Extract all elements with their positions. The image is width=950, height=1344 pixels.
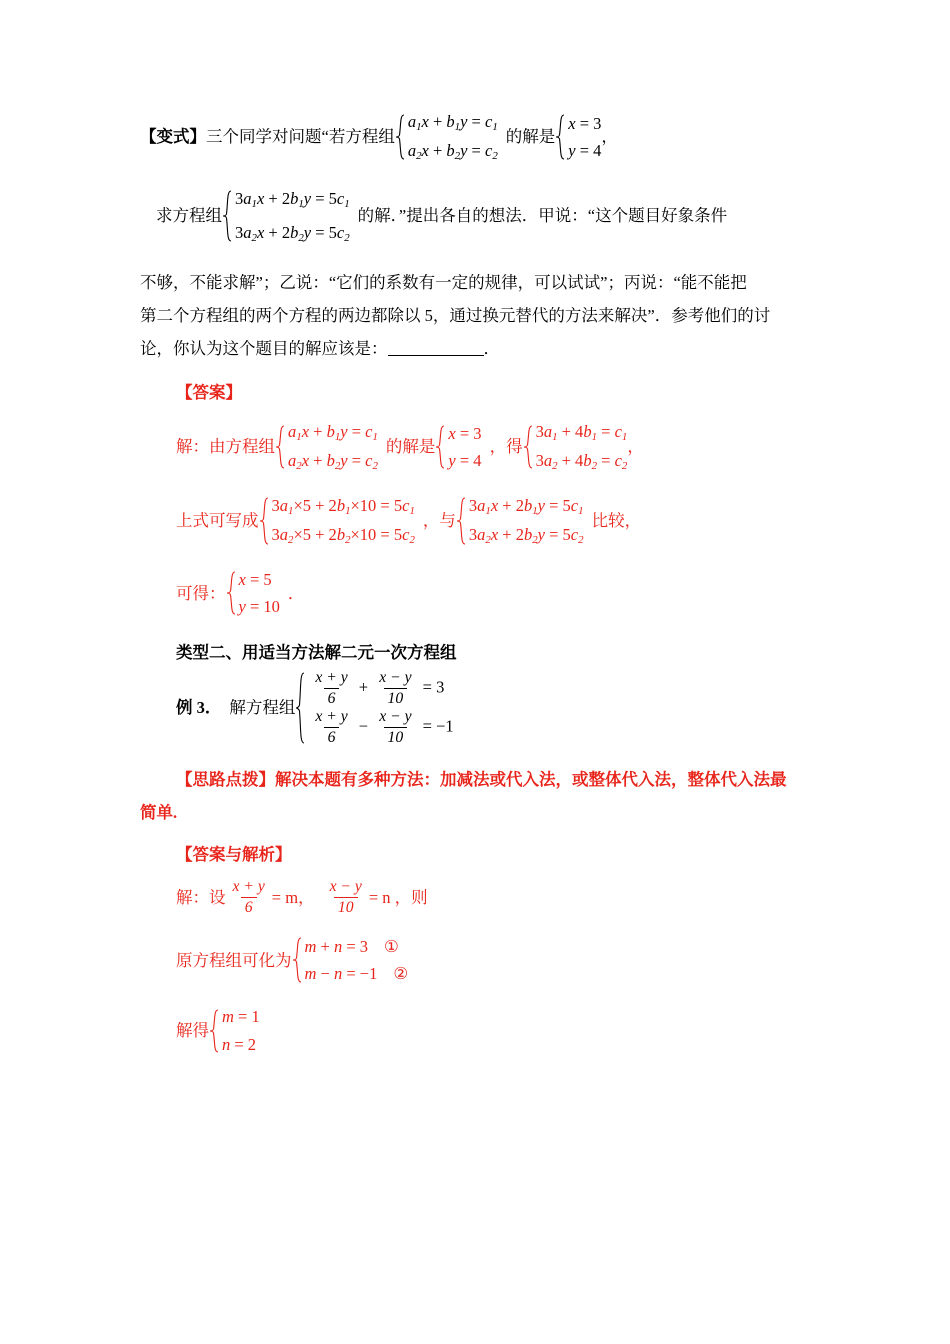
answer-system-2: [435, 420, 481, 474]
variant-system-1-rows: $a_1x + b_1y = c_1$ $a_2x + b_2y = c_2$: [407, 112, 498, 163]
variant-system-3-rows: $3a_1x + 2b_1y = 5c_1$ $3a_2x + 2b_2y = 5c_2$: [235, 189, 350, 244]
brace-icon: [456, 497, 467, 545]
variant-line-2: [140, 182, 812, 250]
hint-text-1: 解决本题有多种方法：加减法或代入法，或整体代入法，整体代入法最: [275, 769, 787, 789]
answer-system-6: [226, 566, 280, 620]
variant-intro-b: 的解是: [505, 127, 556, 147]
solution-s1-eq1-tail: = m，: [271, 887, 315, 907]
solution-tag: 【答案与解析】: [176, 844, 292, 864]
example-system-rows: $\frac{x + y}{6}$ + $\frac{x - y}{10}$ = 3 $\frac{x + y}{6}$ − $\frac{x - y}{10}$ = −1: [308, 669, 453, 747]
answer-tag: 【答案】: [176, 382, 242, 402]
fraction-x-plus-y-over-6: $\frac{x + y}{6}$: [315, 668, 348, 707]
solution-line-1: [140, 878, 812, 917]
variant-intro-c: ，: [601, 127, 618, 147]
solution-system-1-rows: m + n = 3 ① m − n = −1 ②: [304, 936, 409, 984]
variant-line2-a: 求方程组: [156, 206, 222, 226]
answer-line-2: [140, 492, 812, 550]
answer-blank: [388, 338, 484, 356]
answer-system-1-rows: $a_1x + b_1y = c_1$ $a_2x + b_2y = c_2$: [288, 422, 378, 473]
fraction-x-minus-y-over-10: $\frac{x - y}{10}$: [379, 707, 412, 746]
solution-system-1: [292, 933, 409, 987]
answer-system-5: [456, 492, 584, 550]
example-system: [295, 669, 453, 747]
brace-icon: [209, 1009, 220, 1053]
answer-l1-end: ，: [627, 437, 644, 457]
example-text: 解方程组: [229, 697, 296, 717]
variant-intro-a: 三个同学对问题“若方程组: [206, 127, 395, 147]
variant-system-2: [555, 110, 601, 164]
answer-line-3: [140, 566, 812, 620]
example-3-line: [140, 669, 812, 747]
variant-system-2-rows: x = 3 y = 4: [568, 113, 602, 161]
brace-icon: [226, 571, 237, 615]
answer-l2-mid: ，与: [422, 511, 456, 531]
hint-block: [140, 763, 812, 796]
answer-l3-lead: 可得：: [176, 583, 226, 603]
document-content: [140, 108, 812, 1064]
answer-l2-end: 比较，: [591, 511, 642, 531]
brace-icon: [292, 937, 303, 983]
solution-s3-lead: 解得: [176, 1020, 209, 1040]
solution-system-2-rows: m = 1 n = 2: [222, 1007, 260, 1054]
solution-system-2: [209, 1003, 260, 1057]
brace-icon: [295, 672, 306, 744]
brace-icon: [275, 425, 286, 469]
hint-block-2: 简单.: [140, 802, 178, 822]
variant-line5-a: 论，你认为这个题目的解应该是：: [140, 338, 388, 358]
variant-line2-b: 的解．”提出各自的想法．甲说：“这个题目好象条件: [357, 206, 728, 226]
variant-system-3: [222, 182, 350, 250]
variant-line-4: 第二个方程组的两个方程的两边都除以 5，通过换元替代的方法来解决”．参考他们的讨: [140, 305, 771, 325]
brace-icon: [259, 497, 270, 545]
brace-icon: [555, 114, 566, 160]
solution-s2-lead: 原方程组可化为: [176, 950, 292, 970]
hint-tag: 【思路点拨】: [176, 769, 275, 789]
solution-line-3: [140, 1003, 812, 1057]
brace-icon: [395, 114, 406, 160]
variant-line-1: [140, 108, 812, 166]
variant-tag: 【变式】: [140, 127, 206, 147]
answer-system-1: [275, 418, 378, 476]
variant-system-1: [395, 108, 498, 166]
answer-l2-lead: 上式可写成: [176, 511, 259, 531]
answer-system-3-rows: $3a_1 + 4b_1 = c_1$ $3a_2 + 4b_2 = c_2$: [535, 422, 628, 473]
fraction-x-plus-y-over-6: $\frac{x + y}{6}$: [315, 707, 348, 746]
brace-icon: [435, 425, 446, 469]
answer-system-3: [523, 418, 628, 476]
solution-s1-eq2-tail: = n ，则: [368, 887, 428, 907]
fraction-x-plus-y-over-6: $\frac{x + y}{6}$: [232, 877, 265, 916]
solution-line-2: [140, 933, 812, 987]
example-label: 例 3．: [176, 697, 222, 717]
variant-line-5: [140, 332, 812, 365]
answer-system-6-rows: x = 5 y = 10: [238, 570, 280, 617]
variant-line5-b: ．: [483, 338, 500, 358]
answer-system-2-rows: x = 3 y = 4: [448, 423, 482, 471]
answer-line-1: [140, 418, 812, 476]
answer-l3-end: ．: [287, 583, 305, 603]
solution-s1-lead: 解：设: [176, 887, 226, 907]
answer-system-4: [259, 492, 415, 550]
answer-system-5-rows: $3a_1x + 2b_1y = 5c_1$ $3a_2x + 2b_2y = 5c_2$: [468, 496, 584, 547]
variant-line-3: 不够，不能求解”；乙说：“它们的系数有一定的规律，可以试试”；丙说：“能不能把: [140, 272, 747, 292]
brace-icon: [523, 425, 534, 469]
answer-l1-de: ，得: [489, 437, 523, 457]
answer-l1-lead: 解：由方程组: [176, 437, 275, 457]
fraction-x-minus-y-over-10: $\frac{x - y}{10}$: [329, 877, 362, 916]
fraction-x-minus-y-over-10: $\frac{x - y}{10}$: [379, 668, 412, 707]
type2-heading: 类型二、用适当方法解二元一次方程组: [176, 642, 457, 662]
answer-system-4-rows: $3a_1\times 5 + 2b_1\times 10 = 5c_1$ $3a_2\times 5 + 2b_2\times 10 = 5c_2$: [271, 496, 415, 547]
brace-icon: [222, 190, 233, 242]
answer-l1-mid: 的解是: [385, 437, 436, 457]
